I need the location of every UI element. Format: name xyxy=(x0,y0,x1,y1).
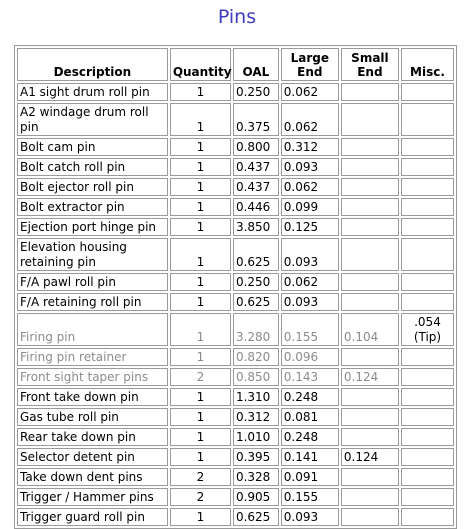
cell-quantity: 1 xyxy=(170,388,231,406)
cell-quantity: 1 xyxy=(170,178,231,196)
cell-large-end: 0.143 xyxy=(281,368,339,386)
cell-misc xyxy=(401,103,454,136)
cell-large-end: 0.093 xyxy=(281,293,339,311)
cell-quantity: 1 xyxy=(170,448,231,466)
table-row xyxy=(17,468,454,486)
cell-oal: 0.625 xyxy=(233,293,279,311)
cell-oal: 0.905 xyxy=(233,488,279,506)
cell-large-end: 0.062 xyxy=(281,273,339,291)
cell-small-end xyxy=(341,178,399,196)
header-small-end xyxy=(341,48,399,81)
cell-quantity: 1 xyxy=(170,508,231,526)
cell-quantity: 2 xyxy=(170,488,231,506)
header-quantity: Quantity xyxy=(170,48,231,81)
table-header-row xyxy=(17,48,454,81)
cell-misc xyxy=(401,158,454,176)
header-large-end-line1: Large xyxy=(290,51,330,65)
cell-small-end xyxy=(341,508,399,526)
cell-small-end xyxy=(341,238,399,271)
cell-oal: 0.250 xyxy=(233,83,279,101)
cell-large-end: 0.125 xyxy=(281,218,339,236)
cell-oal: 0.625 xyxy=(233,238,279,271)
table-row xyxy=(17,273,454,291)
cell-small-end xyxy=(341,103,399,136)
header-small-end-line1: Small xyxy=(351,51,389,65)
cell-misc xyxy=(401,348,454,366)
cell-small-end xyxy=(341,348,399,366)
table-row xyxy=(17,388,454,406)
cell-oal: 1.010 xyxy=(233,428,279,446)
table-row xyxy=(17,103,454,136)
cell-large-end: 0.096 xyxy=(281,348,339,366)
cell-misc xyxy=(401,508,454,526)
cell-description: Front sight taper pins xyxy=(17,368,168,386)
cell-quantity: 1 xyxy=(170,408,231,426)
table-row xyxy=(17,428,454,446)
cell-oal: 0.437 xyxy=(233,158,279,176)
cell-misc xyxy=(401,218,454,236)
cell-misc xyxy=(401,293,454,311)
cell-small-end xyxy=(341,388,399,406)
cell-description: Front take down pin xyxy=(17,388,168,406)
cell-oal: 0.312 xyxy=(233,408,279,426)
cell-quantity: 1 xyxy=(170,238,231,271)
cell-large-end: 0.248 xyxy=(281,388,339,406)
cell-large-end: 0.093 xyxy=(281,238,339,271)
cell-misc xyxy=(401,428,454,446)
cell-misc xyxy=(401,313,454,346)
cell-description: Bolt ejector roll pin xyxy=(17,178,168,196)
cell-description: Trigger / Hammer pins xyxy=(17,488,168,506)
cell-misc xyxy=(401,468,454,486)
table-row xyxy=(17,293,454,311)
cell-large-end: 0.099 xyxy=(281,198,339,216)
cell-small-end xyxy=(341,488,399,506)
table-row xyxy=(17,488,454,506)
table-row xyxy=(17,408,454,426)
cell-quantity: 1 xyxy=(170,103,231,136)
cell-description: A2 windage drum roll pin xyxy=(17,103,168,136)
cell-small-end xyxy=(341,158,399,176)
cell-description: Bolt catch roll pin xyxy=(17,158,168,176)
cell-oal: 0.820 xyxy=(233,348,279,366)
cell-large-end: 0.141 xyxy=(281,448,339,466)
cell-oal: 0.250 xyxy=(233,273,279,291)
cell-description: Firing pin xyxy=(17,313,168,346)
cell-quantity: 1 xyxy=(170,293,231,311)
cell-large-end: 0.093 xyxy=(281,508,339,526)
cell-small-end xyxy=(341,408,399,426)
cell-quantity: 1 xyxy=(170,313,231,346)
cell-description: Bolt extractor pin xyxy=(17,198,168,216)
cell-oal: 0.800 xyxy=(233,138,279,156)
cell-large-end: 0.091 xyxy=(281,468,339,486)
cell-small-end: 0.104 xyxy=(341,313,399,346)
cell-quantity: 1 xyxy=(170,158,231,176)
table-row xyxy=(17,138,454,156)
cell-description: Bolt cam pin xyxy=(17,138,168,156)
cell-large-end: 0.081 xyxy=(281,408,339,426)
cell-oal: 0.850 xyxy=(233,368,279,386)
cell-quantity: 1 xyxy=(170,218,231,236)
cell-small-end xyxy=(341,83,399,101)
cell-quantity: 2 xyxy=(170,468,231,486)
table-row xyxy=(17,178,454,196)
table-row xyxy=(17,158,454,176)
cell-small-end xyxy=(341,468,399,486)
cell-oal: 0.446 xyxy=(233,198,279,216)
cell-oal: 3.280 xyxy=(233,313,279,346)
pins-table xyxy=(14,45,457,529)
cell-oal: 1.310 xyxy=(233,388,279,406)
cell-description: A1 sight drum roll pin xyxy=(17,83,168,101)
cell-misc xyxy=(401,83,454,101)
cell-misc xyxy=(401,238,454,271)
cell-small-end xyxy=(341,138,399,156)
header-large-end-line2: End xyxy=(297,65,323,79)
cell-description: F/A pawl roll pin xyxy=(17,273,168,291)
cell-description: Gas tube roll pin xyxy=(17,408,168,426)
cell-description: Elevation housing retaining pin xyxy=(17,238,168,271)
cell-quantity: 1 xyxy=(170,428,231,446)
cell-misc xyxy=(401,178,454,196)
cell-oal: 0.625 xyxy=(233,508,279,526)
table-row xyxy=(17,218,454,236)
cell-small-end: 0.124 xyxy=(341,448,399,466)
cell-large-end: 0.155 xyxy=(281,488,339,506)
cell-misc xyxy=(401,273,454,291)
table-row xyxy=(17,508,454,526)
header-small-end-line2: End xyxy=(357,65,383,79)
cell-oal: 3.850 xyxy=(233,218,279,236)
cell-quantity: 1 xyxy=(170,348,231,366)
cell-quantity: 1 xyxy=(170,83,231,101)
table-row xyxy=(17,83,454,101)
header-large-end xyxy=(281,48,339,81)
cell-misc xyxy=(401,138,454,156)
cell-small-end xyxy=(341,218,399,236)
cell-description: F/A retaining roll pin xyxy=(17,293,168,311)
table-row xyxy=(17,348,454,366)
cell-description: Take down dent pins xyxy=(17,468,168,486)
table-row xyxy=(17,238,454,271)
page-title: Pins xyxy=(217,6,257,28)
header-description: Description xyxy=(17,48,168,81)
cell-oal: 0.328 xyxy=(233,468,279,486)
cell-description: Trigger guard roll pin xyxy=(17,508,168,526)
cell-small-end xyxy=(341,428,399,446)
cell-misc-note: (Tip) xyxy=(413,330,442,344)
cell-misc xyxy=(401,198,454,216)
cell-misc xyxy=(401,488,454,506)
cell-large-end: 0.312 xyxy=(281,138,339,156)
cell-oal: 0.375 xyxy=(233,103,279,136)
cell-misc xyxy=(401,408,454,426)
table-row xyxy=(17,448,454,466)
cell-misc xyxy=(401,368,454,386)
cell-description: Selector detent pin xyxy=(17,448,168,466)
table-row xyxy=(17,368,454,386)
cell-quantity: 1 xyxy=(170,273,231,291)
cell-oal: 0.395 xyxy=(233,448,279,466)
cell-quantity: 1 xyxy=(170,138,231,156)
cell-small-end xyxy=(341,198,399,216)
cell-large-end: 0.155 xyxy=(281,313,339,346)
cell-large-end: 0.062 xyxy=(281,83,339,101)
cell-large-end: 0.062 xyxy=(281,103,339,136)
cell-description: Firing pin retainer xyxy=(17,348,168,366)
cell-quantity: 1 xyxy=(170,198,231,216)
cell-quantity: 2 xyxy=(170,368,231,386)
table-row xyxy=(17,198,454,216)
cell-oal: 0.437 xyxy=(233,178,279,196)
cell-small-end: 0.124 xyxy=(341,368,399,386)
header-misc: Misc. xyxy=(401,48,454,81)
table-row xyxy=(17,313,454,346)
header-oal: OAL xyxy=(233,48,279,81)
cell-small-end xyxy=(341,273,399,291)
cell-description: Ejection port hinge pin xyxy=(17,218,168,236)
cell-misc-value: .054 xyxy=(414,315,441,329)
cell-small-end xyxy=(341,293,399,311)
cell-misc xyxy=(401,388,454,406)
cell-misc xyxy=(401,448,454,466)
cell-large-end: 0.062 xyxy=(281,178,339,196)
cell-large-end: 0.248 xyxy=(281,428,339,446)
cell-description: Rear take down pin xyxy=(17,428,168,446)
cell-large-end: 0.093 xyxy=(281,158,339,176)
